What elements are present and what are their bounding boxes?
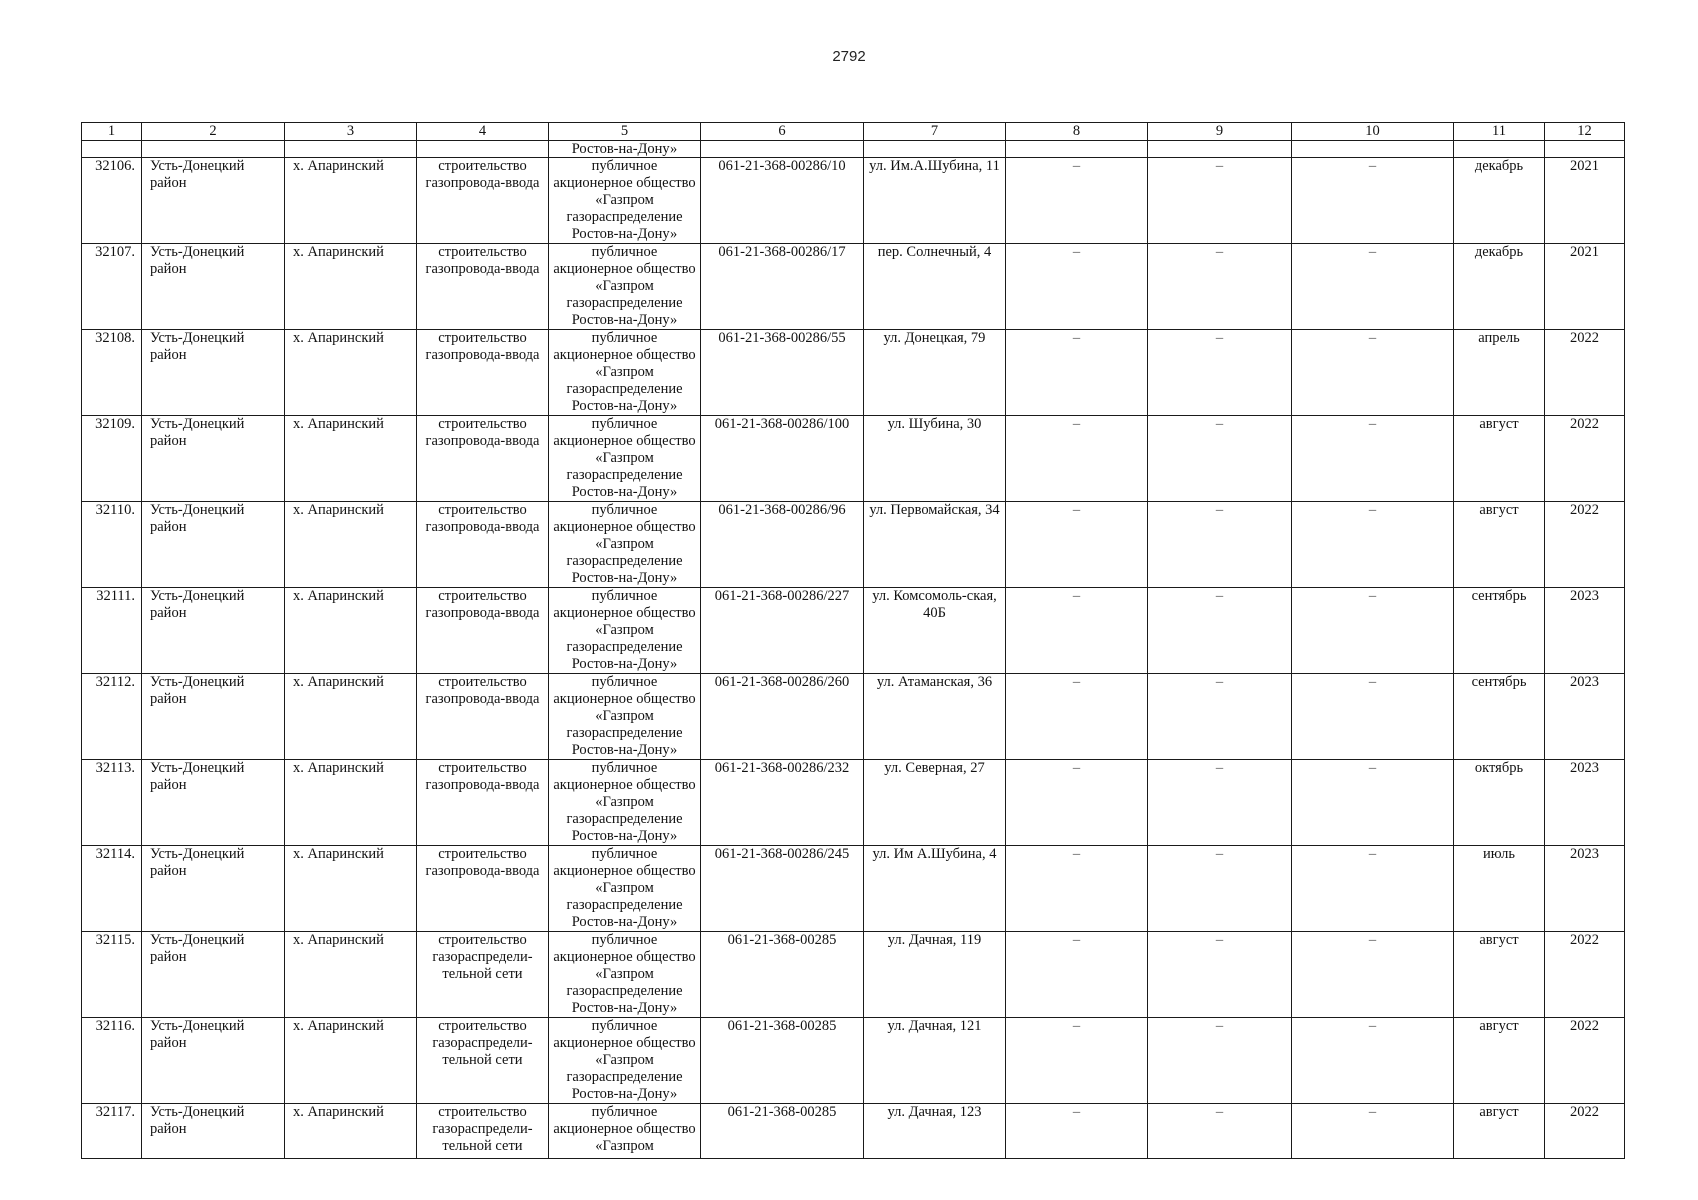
table-row: [82, 158, 1625, 244]
dash-cell: –: [1292, 502, 1454, 588]
work-type-cell: строительство газопровода-ввода: [417, 502, 549, 588]
owner-cell: публичное акционерное общество «Газпром газораспределение Ростов-на-Дону»: [549, 674, 701, 760]
registry-code-cell: 061-21-368-00286/245: [701, 846, 864, 932]
month-cell: август: [1454, 502, 1545, 588]
owner-cell: публичное акционерное общество «Газпром газораспределение Ростов-на-Дону»: [549, 932, 701, 1018]
address-cell: ул. Шубина, 30: [864, 416, 1006, 502]
work-type-cell: строительство газопровода-ввода: [417, 244, 549, 330]
address-cell: ул. Дачная, 119: [864, 932, 1006, 1018]
registry-code-cell: 061-21-368-00286/55: [701, 330, 864, 416]
district-cell: Усть-Донецкий район: [142, 244, 285, 330]
dash-cell: –: [1292, 330, 1454, 416]
table-cell: [142, 141, 285, 158]
table-cell: [1545, 141, 1625, 158]
locality-cell: х. Апаринский: [285, 244, 417, 330]
dash-cell: –: [1148, 416, 1292, 502]
dash-cell: –: [1292, 760, 1454, 846]
header-cell: 7: [864, 123, 1006, 141]
dash-cell: –: [1148, 502, 1292, 588]
dash-cell: –: [1148, 932, 1292, 1018]
registry-code-cell: 061-21-368-00285: [701, 1104, 864, 1159]
row-number-cell: 32109.: [82, 416, 142, 502]
dash-cell: –: [1006, 244, 1148, 330]
owner-cell: публичное акционерное общество «Газпром газораспределение Ростов-на-Дону»: [549, 416, 701, 502]
row-number-cell: 32113.: [82, 760, 142, 846]
district-cell: Усть-Донецкий район: [142, 502, 285, 588]
address-cell: ул. Дачная, 121: [864, 1018, 1006, 1104]
locality-cell: х. Апаринский: [285, 760, 417, 846]
address-cell: ул. Им.А.Шубина, 11: [864, 158, 1006, 244]
dash-cell: –: [1292, 846, 1454, 932]
year-cell: 2022: [1545, 1018, 1625, 1104]
registry-code-cell: 061-21-368-00286/96: [701, 502, 864, 588]
work-type-cell: строительство газораспредели-тельной сети: [417, 1018, 549, 1104]
locality-cell: х. Апаринский: [285, 588, 417, 674]
year-cell: 2022: [1545, 416, 1625, 502]
month-cell: август: [1454, 932, 1545, 1018]
owner-cell: публичное акционерное общество «Газпром газораспределение Ростов-на-Дону»: [549, 244, 701, 330]
owner-cell: публичное акционерное общество «Газпром: [549, 1104, 701, 1159]
address-cell: ул. Комсомоль-ская, 40Б: [864, 588, 1006, 674]
table-row: [82, 330, 1625, 416]
continuation-row: [82, 141, 1625, 158]
table-cell: [1454, 141, 1545, 158]
month-cell: апрель: [1454, 330, 1545, 416]
dash-cell: –: [1148, 588, 1292, 674]
year-cell: 2023: [1545, 846, 1625, 932]
locality-cell: х. Апаринский: [285, 1104, 417, 1159]
table-cell: [864, 141, 1006, 158]
header-cell: 11: [1454, 123, 1545, 141]
dash-cell: –: [1006, 1104, 1148, 1159]
work-type-cell: строительство газораспредели-тельной сети: [417, 1104, 549, 1159]
dash-cell: –: [1148, 158, 1292, 244]
registry-code-cell: 061-21-368-00286/10: [701, 158, 864, 244]
district-cell: Усть-Донецкий район: [142, 760, 285, 846]
row-number-cell: 32106.: [82, 158, 142, 244]
district-cell: Усть-Донецкий район: [142, 330, 285, 416]
dash-cell: –: [1292, 1018, 1454, 1104]
row-number-cell: 32117.: [82, 1104, 142, 1159]
month-cell: июль: [1454, 846, 1545, 932]
row-number-cell: 32110.: [82, 502, 142, 588]
row-number-cell: 32111.: [82, 588, 142, 674]
month-cell: октябрь: [1454, 760, 1545, 846]
dash-cell: –: [1006, 588, 1148, 674]
header-cell: 2: [142, 123, 285, 141]
dash-cell: –: [1292, 244, 1454, 330]
year-cell: 2022: [1545, 330, 1625, 416]
dash-cell: –: [1148, 1018, 1292, 1104]
table-row: [82, 502, 1625, 588]
owner-cell: публичное акционерное общество «Газпром газораспределение Ростов-на-Дону»: [549, 760, 701, 846]
registry-code-cell: 061-21-368-00286/260: [701, 674, 864, 760]
dash-cell: –: [1148, 1104, 1292, 1159]
district-cell: Усть-Донецкий район: [142, 588, 285, 674]
address-cell: ул. Им А.Шубина, 4: [864, 846, 1006, 932]
month-cell: август: [1454, 416, 1545, 502]
row-number-cell: 32108.: [82, 330, 142, 416]
table-row: [82, 760, 1625, 846]
table-row: [82, 932, 1625, 1018]
table-body: [82, 141, 1625, 1159]
year-cell: 2022: [1545, 502, 1625, 588]
dash-cell: –: [1148, 674, 1292, 760]
dash-cell: –: [1292, 674, 1454, 760]
registry-code-cell: 061-21-368-00286/17: [701, 244, 864, 330]
work-type-cell: строительство газопровода-ввода: [417, 158, 549, 244]
registry-code-cell: 061-21-368-00286/232: [701, 760, 864, 846]
month-cell: август: [1454, 1018, 1545, 1104]
register-table: [81, 122, 1625, 1159]
dash-cell: –: [1006, 502, 1148, 588]
owner-cell: публичное акционерное общество «Газпром газораспределение Ростов-на-Дону»: [549, 330, 701, 416]
owner-cell: публичное акционерное общество «Газпром газораспределение Ростов-на-Дону»: [549, 502, 701, 588]
year-cell: 2021: [1545, 244, 1625, 330]
work-type-cell: строительство газопровода-ввода: [417, 330, 549, 416]
year-cell: 2023: [1545, 760, 1625, 846]
row-number-cell: 32116.: [82, 1018, 142, 1104]
dash-cell: –: [1006, 760, 1148, 846]
district-cell: Усть-Донецкий район: [142, 846, 285, 932]
registry-code-cell: 061-21-368-00285: [701, 932, 864, 1018]
table-cell: [82, 141, 142, 158]
locality-cell: х. Апаринский: [285, 416, 417, 502]
year-cell: 2023: [1545, 674, 1625, 760]
address-cell: ул. Атаманская, 36: [864, 674, 1006, 760]
table-header: [82, 123, 1625, 141]
work-type-cell: строительство газопровода-ввода: [417, 588, 549, 674]
address-cell: ул. Северная, 27: [864, 760, 1006, 846]
district-cell: Усть-Донецкий район: [142, 416, 285, 502]
registry-code-cell: 061-21-368-00286/100: [701, 416, 864, 502]
header-cell: 9: [1148, 123, 1292, 141]
dash-cell: –: [1006, 674, 1148, 760]
address-cell: ул. Дачная, 123: [864, 1104, 1006, 1159]
owner-cell: публичное акционерное общество «Газпром газораспределение Ростов-на-Дону»: [549, 846, 701, 932]
header-cell: 8: [1006, 123, 1148, 141]
header-cell: 12: [1545, 123, 1625, 141]
dash-cell: –: [1148, 244, 1292, 330]
locality-cell: х. Апаринский: [285, 846, 417, 932]
year-cell: 2023: [1545, 588, 1625, 674]
header-cell: 5: [549, 123, 701, 141]
month-cell: сентябрь: [1454, 588, 1545, 674]
table-row: [82, 846, 1625, 932]
dash-cell: –: [1292, 932, 1454, 1018]
year-cell: 2022: [1545, 1104, 1625, 1159]
owner-cell: публичное акционерное общество «Газпром газораспределение Ростов-на-Дону»: [549, 588, 701, 674]
district-cell: Усть-Донецкий район: [142, 158, 285, 244]
owner-cell: публичное акционерное общество «Газпром газораспределение Ростов-на-Дону»: [549, 1018, 701, 1104]
year-cell: 2021: [1545, 158, 1625, 244]
table-cell: [1006, 141, 1148, 158]
header-cell: 6: [701, 123, 864, 141]
table-row: [82, 244, 1625, 330]
month-cell: декабрь: [1454, 158, 1545, 244]
table-cell: [1292, 141, 1454, 158]
month-cell: август: [1454, 1104, 1545, 1159]
header-cell: 1: [82, 123, 142, 141]
work-type-cell: строительство газопровода-ввода: [417, 760, 549, 846]
dash-cell: –: [1006, 1018, 1148, 1104]
table-row: [82, 416, 1625, 502]
district-cell: Усть-Донецкий район: [142, 1018, 285, 1104]
district-cell: Усть-Донецкий район: [142, 1104, 285, 1159]
dash-cell: –: [1006, 416, 1148, 502]
table-row: [82, 1018, 1625, 1104]
address-cell: пер. Солнечный, 4: [864, 244, 1006, 330]
dash-cell: –: [1292, 158, 1454, 244]
work-type-cell: строительство газопровода-ввода: [417, 674, 549, 760]
locality-cell: х. Апаринский: [285, 158, 417, 244]
registry-code-cell: 061-21-368-00286/227: [701, 588, 864, 674]
dash-cell: –: [1006, 932, 1148, 1018]
owner-cell: Ростов-на-Дону»: [549, 141, 701, 158]
dash-cell: –: [1292, 588, 1454, 674]
month-cell: сентябрь: [1454, 674, 1545, 760]
dash-cell: –: [1006, 158, 1148, 244]
page-number: 2792: [832, 48, 866, 65]
table-cell: [701, 141, 864, 158]
district-cell: Усть-Донецкий район: [142, 674, 285, 760]
locality-cell: х. Апаринский: [285, 330, 417, 416]
table-row: [82, 674, 1625, 760]
dash-cell: –: [1292, 1104, 1454, 1159]
locality-cell: х. Апаринский: [285, 502, 417, 588]
row-number-cell: 32115.: [82, 932, 142, 1018]
header-row: [82, 123, 1625, 141]
table-cell: [417, 141, 549, 158]
header-cell: 3: [285, 123, 417, 141]
work-type-cell: строительство газопровода-ввода: [417, 846, 549, 932]
work-type-cell: строительство газопровода-ввода: [417, 416, 549, 502]
month-cell: декабрь: [1454, 244, 1545, 330]
row-number-cell: 32114.: [82, 846, 142, 932]
dash-cell: –: [1006, 330, 1148, 416]
work-type-cell: строительство газораспредели-тельной сети: [417, 932, 549, 1018]
registry-code-cell: 061-21-368-00285: [701, 1018, 864, 1104]
table-row: [82, 588, 1625, 674]
table-cell: [285, 141, 417, 158]
dash-cell: –: [1006, 846, 1148, 932]
header-cell: 10: [1292, 123, 1454, 141]
dash-cell: –: [1292, 416, 1454, 502]
row-number-cell: 32112.: [82, 674, 142, 760]
dash-cell: –: [1148, 846, 1292, 932]
dash-cell: –: [1148, 760, 1292, 846]
locality-cell: х. Апаринский: [285, 1018, 417, 1104]
owner-cell: публичное акционерное общество «Газпром газораспределение Ростов-на-Дону»: [549, 158, 701, 244]
row-number-cell: 32107.: [82, 244, 142, 330]
district-cell: Усть-Донецкий район: [142, 932, 285, 1018]
address-cell: ул. Донецкая, 79: [864, 330, 1006, 416]
table-cell: [1148, 141, 1292, 158]
dash-cell: –: [1148, 330, 1292, 416]
address-cell: ул. Первомайская, 34: [864, 502, 1006, 588]
year-cell: 2022: [1545, 932, 1625, 1018]
locality-cell: х. Апаринский: [285, 674, 417, 760]
locality-cell: х. Апаринский: [285, 932, 417, 1018]
header-cell: 4: [417, 123, 549, 141]
table-row: [82, 1104, 1625, 1159]
